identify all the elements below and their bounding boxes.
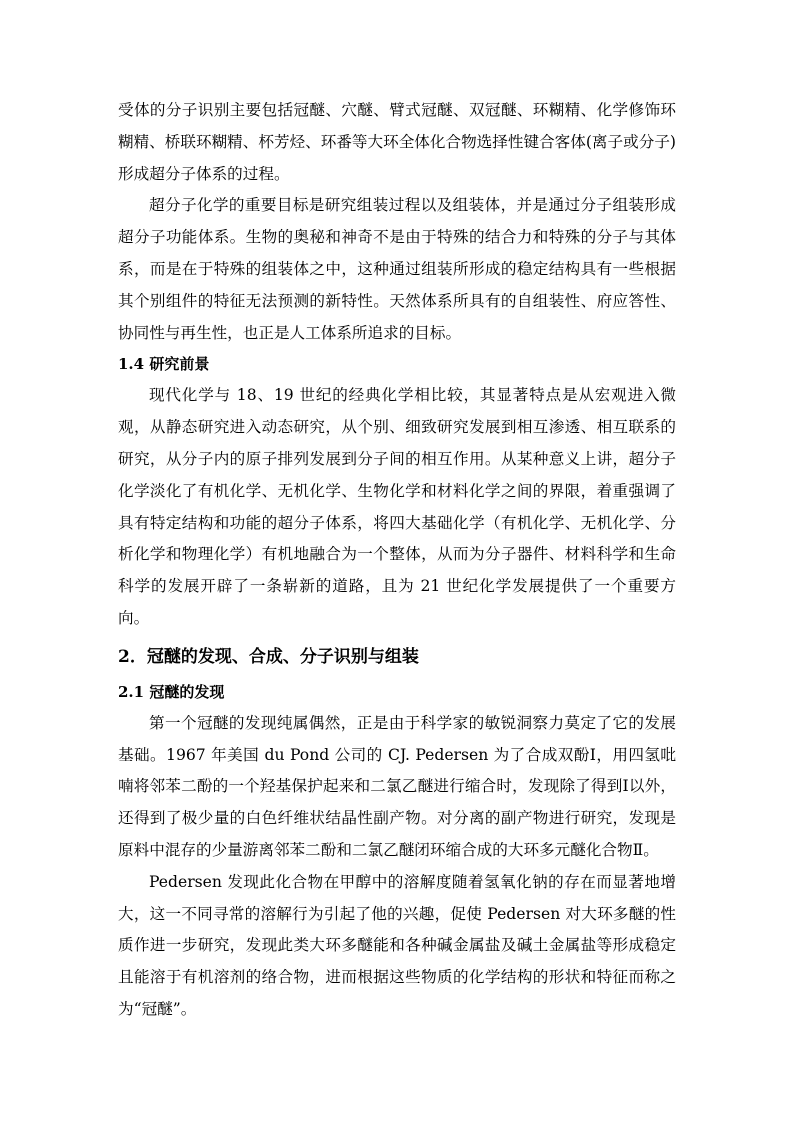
paragraph-pedersen-solubility: Pedersen 发现此化合物在甲醇中的溶解度随着氢氧化钠的存在而显著地增大，这一不同寻常的溶解行为引起了他的兴趣，促使 Pedersen 对大环多醚的性质作进一步研究，发现此类大环多醚能和各种碱金属盐及碱土金属盐等形成稳定且能溶于有机溶剂的络合物，进而根据这些物质的化学结构的形状和特征而称之为“冠醚”。 xyxy=(118,872,676,1018)
section-heading-2-1: 2.1 冠醚的发现 xyxy=(118,682,225,701)
paragraph-research-prospects: 现代化学与 18、19 世纪的经典化学相比较，其显著特点是从宏观进入微观，从静态研究进入动态研究，从个别、细致研究发展到相互渗透、相互联系的研究，从分子内的原子排列发展到分子间的相互作用。从某种意义上讲，超分子化学淡化了有机化学、无机化学、生物化学和材料化学之间的界限，着重强调了具有特定结构和功能的超分子体系，将四大基础化学（有机化学、无机化学、分析化学和物理化学）有机地融合为一个整体，从而为分子器件、材料科学和生命科学的发展开辟了一条崭新的道路，且为 21 世纪化学发展提供了一个重要方向。 xyxy=(118,386,676,627)
paragraph-molecular-recognition: 受体的分子识别主要包括冠醚、穴醚、臂式冠醚、双冠醚、环糊精、化学修饰环糊精、桥联环糊精、杯芳烃、环番等大环全体化合物选择性键合客体(离子或分子)形成超分子体系的过程。 xyxy=(118,101,676,183)
paragraph-supramolecular-goal: 超分子化学的重要目标是研究组装过程以及组装体，并是通过分子组装形成超分子功能体系。生物的奥秘和神奇不是由于特殊的结合力和特殊的分子与其体系，而是在于特殊的组装体之中，这种通过组装所形成的稳定结构具有一些根据其个别组件的特征无法预测的新特性。天然体系所具有的自组装性、府应答性、协同性与再生性，也正是人工体系所追求的目标。 xyxy=(118,196,676,342)
chapter-heading-2: 2．冠醚的发现、合成、分子识别与组装 xyxy=(118,646,419,667)
paragraph-crown-ether-discovery: 第一个冠醚的发现纯属偶然，正是由于科学家的敏锐洞察力莫定了它的发展基础。1967 年美国 du Pond 公司的 CJ. Pedersen 为了合成双酚Ⅰ，用四氢吡喃将邻苯二酚的一个羟基保护起来和二氯乙醚进行缩合时，发现除了得到Ⅰ以外，还得到了极少量的白色纤维状结晶性副产物。对分离的副产物进行研究，发现是原料中混存的少量游离邻苯二酚和二氯乙醚闭环缩合成的大环多元醚化合物Ⅱ。 xyxy=(118,713,676,859)
section-heading-1-4: 1.4 研究前景 xyxy=(118,355,210,374)
page-content xyxy=(118,95,676,1026)
